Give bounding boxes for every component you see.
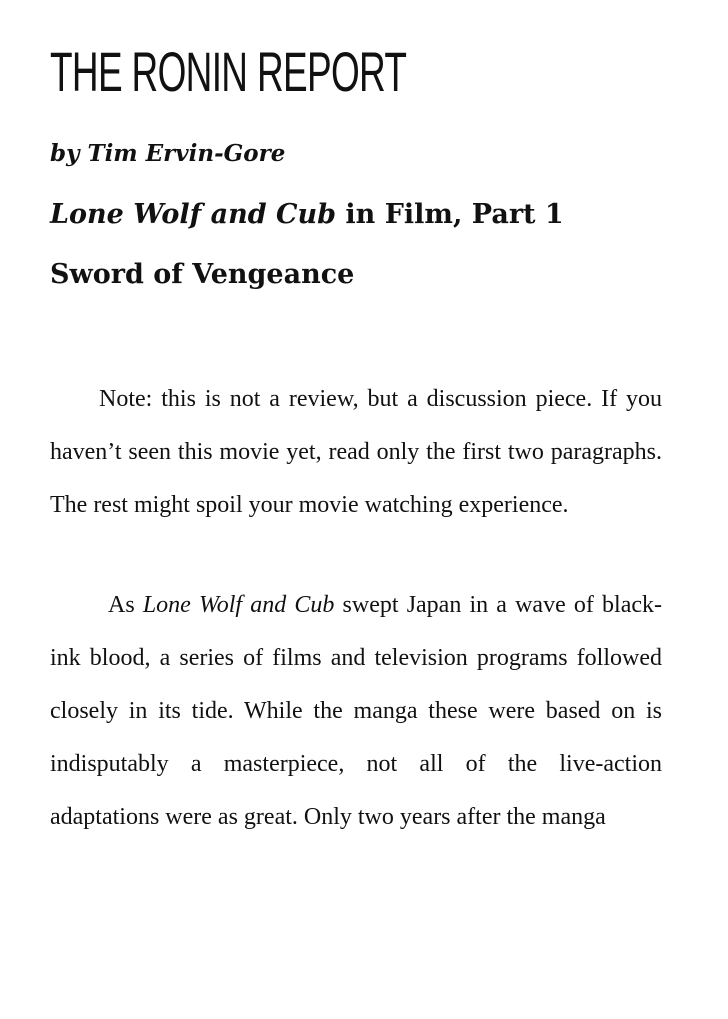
paragraph-intro-lead: As — [108, 592, 143, 618]
page-title: THE RONIN REPORT — [50, 40, 407, 103]
subtitle-film-part — [50, 199, 662, 230]
paragraph-note-text: Note: this is not a review, but a discussion piece. If you haven’t seen this movie yet, read only the first two paragraphs. The rest might spoil your movie watching experience. — [50, 386, 662, 518]
paragraph-intro-text: swept Japan in a wave of black-ink blood, a series of films and television programs followed closely in its tide. While the manga these were based on is indisputably a masterpiece, not all of the live-action adaptations were as great. Only two years after the manga — [50, 592, 662, 830]
subtitle-series-name: Lone Wolf and Cub — [50, 199, 337, 230]
subtitle-film-part-rest: in Film, Part 1 — [336, 199, 564, 230]
subtitle-movie-name: Sword of Vengeance — [50, 259, 355, 290]
paragraph-intro-series-name: Lone Wolf and Cub — [142, 592, 335, 618]
page — [50, 40, 662, 844]
paragraph-intro — [50, 579, 662, 844]
byline: by Tim Ervin-Gore — [50, 140, 286, 167]
paragraph-note — [50, 373, 662, 532]
